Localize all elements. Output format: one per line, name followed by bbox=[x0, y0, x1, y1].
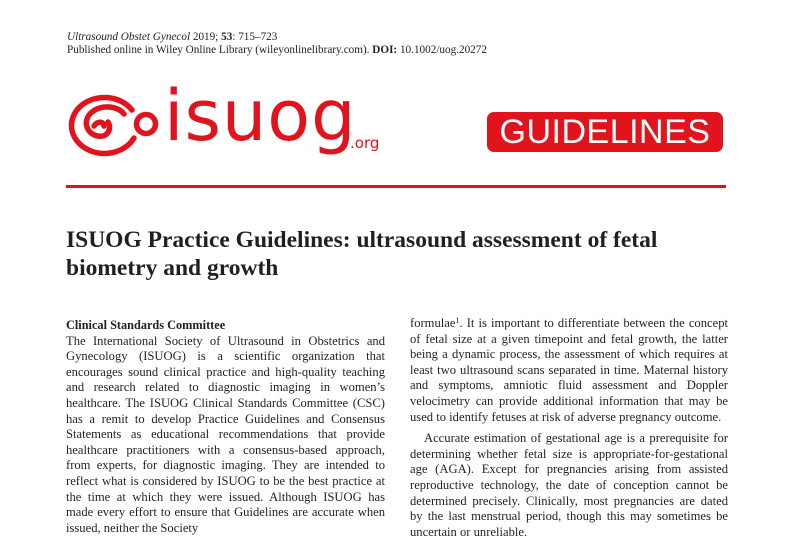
doi-value[interactable]: 10.1002/uog.20272 bbox=[397, 44, 487, 56]
journal-citation bbox=[67, 30, 277, 44]
journal-volume: 53 bbox=[221, 31, 233, 43]
right-paragraph-2: Accurate estimation of gestational age is a prerequisite for determining whether fetal size is appropriate-for-gestational age (AGA). Except for pregnancies arising from assisted reproductive technology, the date of conception cannot be determined precisely. Clinically, most pregnancies are dated by the last menstrual period, though this may sometimes be uncertain or unreliable. bbox=[410, 431, 728, 539]
right-column bbox=[410, 316, 728, 540]
isuog-logo bbox=[64, 75, 394, 162]
logo-suffix: .org bbox=[350, 134, 380, 152]
reference-marker[interactable]: 1 bbox=[455, 316, 460, 325]
logo-wordmark: isuog bbox=[164, 75, 357, 157]
published-text: Published online in Wiley Online Library (wileyonlinelibrary.com). bbox=[67, 44, 373, 56]
right-paragraph-1 bbox=[410, 316, 728, 425]
header-divider bbox=[66, 185, 726, 188]
article-title: ISUOG Practice Guidelines: ultrasound assessment of fetal biometry and growth bbox=[66, 227, 658, 281]
publication-info bbox=[67, 43, 487, 57]
left-column bbox=[66, 316, 385, 536]
journal-name: Ultrasound Obstet Gynecol bbox=[67, 31, 191, 43]
guidelines-badge: GUIDELINES bbox=[487, 112, 723, 152]
paragraph-start: formulae bbox=[410, 316, 456, 330]
section-heading: Clinical Standards Committee bbox=[66, 318, 226, 332]
paragraph-rest: . It is important to differentiate between the concept of fetal size at a given timepoint and fetal growth, the latter being a dynamic process, the assessment of which requires at least two ultrasound scans separated in time. Maternal history and symptoms, amniotic fluid assessment and Doppler velocimetry can provide additional information that may be used to identify fetuses at risk of adverse pregnancy outcome. bbox=[410, 316, 728, 424]
journal-year: 2019; bbox=[190, 31, 222, 43]
intro-paragraph: The International Society of Ultrasound in Obstetrics and Gynecology (ISUOG) is a scientific organization that encourages sound clinical practice and high-quality teaching and research related to diagnostic imaging in women’s healthcare. The ISUOG Clinical Standards Committee (CSC) has a remit to develop Practice Guidelines and Consensus Statements as educational recommendations that provide healthcare practitioners with a consensus-based approach, from experts, for diagnostic imaging. They are intended to reflect what is considered by ISUOG to be the best practice at the time at which they were issued. Although ISUOG has made every effort to ensure that Guidelines are accurate when issued, neither the Society bbox=[66, 333, 385, 535]
doi-label: DOI: bbox=[372, 44, 398, 56]
fetus-logo-icon bbox=[64, 88, 160, 158]
journal-pages: : 715–723 bbox=[232, 31, 278, 43]
